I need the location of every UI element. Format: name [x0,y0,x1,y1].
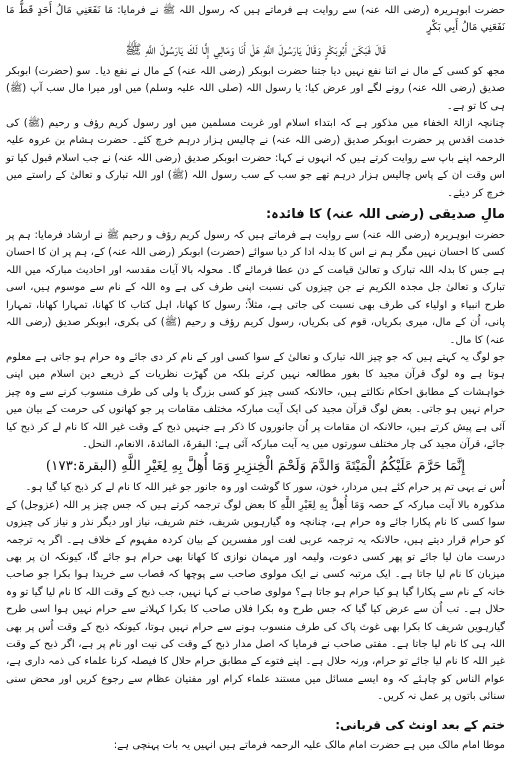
heading-mal-siddiqi: مالِ صدیقی (رضی اللہ عنہ) کا فائدہ: [265,207,505,223]
paragraph-abu-huraira: حضرت ابوہریرہ (رضی اللہ عنہ) سے روایت ہے فرماتے ہیں کہ رسول اللہ ﷺ نے فرمایا: مَا نَفَعَنِي مَالُ أَحَدٍ قَطُّ مَا نَفَعَنِي مَالُ أَبِي بَكْرٍ [6,5,505,34]
paragraph-explanation: چنانچہ ازالۃ الخفاء میں مذکور ہے کہ ابتداء اسلام اور غربت مسلمین میں اور رسول کریم رؤف و رحیم (ﷺ) کی خدمت اقدس پر حضرت ابوبکر صدیق (رضی اللہ عنہ) نے چالیس ہزار درہم خرچ کئے۔ حضرت ہشام بن عروہ علیہ الرحمہ اپنے باپ سے روایت کرتے ہیں کہ انہوں نے کہا: حضرت ابوبکر صدیق (رضی اللہ عنہ) نے جب اسلام قبول کیا تو اس وقت ان کے پاس چالیس ہزار درہم تھے جو سب کے سب رسول اللہ (ﷺ) اور اللہ تبارک و تعالیٰ کے راستے میں خرچ کر دیئے۔ [6,118,505,199]
arabic-quote: قَالَ فَبَكَىٰ أَبُوبَكْرٍ وَقَالَ يَارَسُولَ اللَّهِ هَلْ أَنَا وَمَالِي إِلَّا لَكَ يَارَسُولَ اللَّهِ ﷺ [125,41,386,58]
paragraph-benefit: حضرت ابوہریرہ (رضی اللہ عنہ) سے روایت ہے فرماتے ہیں کہ رسول کریم رؤف و رحیم ﷺ نے ارشاد فرمایا: ہم پر کسی کا احسان نہیں مگر ہم نے اس کا بدلہ ادا کر دیا سوائے (حضرت) ابوبکر (رضی اللہ عنہ) کے، ہم پر ان کا احسان ہے جس کا بدلہ اللہ تبارک و تعالیٰ قیامت کے دن عطا فرمائے گا۔ محولہ بالا آیات مقدسہ اور احادیث مبارکہ میں اللہ تبارک و تعالیٰ جل مجدہ الکریم نے جن چیزوں کی نسبت اپنی طرف کی ہے وہ اللہ کے نام سے موسوم ہیں، اسی طرح انبیاء و اولیاء کی طرف بھی نسبت کی جاتی ہے، مثلاً: رسول کا کھانا، اہل کتاب کا کھانا، تمہارا کھانا، تمہارا پانی، اُن کے مال، میری بکریاں، قوم کی بکریاں، رسول کریم رؤف و رحیم (ﷺ) کی بکری، ابوبکر صدیق (رضی اللہ عنہ) کا مال۔ [6,230,505,346]
arabic-verse: إِنَّمَا حَرَّمَ عَلَيْكُمُ الْمَيْتَةَ وَالدَّمَ وَلَحْمَ الْخِنزِيرِ وَمَا أُهِلَّ بِهِ لِغَيْرِ اللَّهِ (البقرۃ:۱۷۳) [45,458,466,475]
paragraph-translation: مجھ کو کسی کے مال نے اتنا نفع نہیں دیا جتنا حضرت ابوبکر (رضی اللہ عنہ) کے مال نے نفع دیا۔ سو (حضرت) ابوبکر صدیق (رضی اللہ عنہ) رونے لگے اور عرض کیا: یا رسول اللہ (صلی اللہ علیہ وسلم) میں اور میرا مال سب آپ (ﷺ) ہی کا تو ہے۔ [6,65,505,112]
paragraph-verse-translation: اُس نے یہی تم پر حرام کئے ہیں مردار، خون، سور کا گوشت اور وہ جانور جو غیر اللہ کا نام لے کر ذبح کیا گیا ہو۔ [25,482,505,494]
paragraph-muwatta: موطا امام مالک میں ہے حضرت امام مالک علیہ الرحمہ فرماتے ہیں انہیں یہ بات پہنچی ہے: [113,739,505,751]
heading-khatm: ختم کے بعد اونٹ کی قربانی: [335,717,505,732]
paragraph-haram: جو لوگ یہ کہتے ہیں کہ جو چیز اللہ تبارک و تعالیٰ کے سوا کسی اور کے نام کر دی جائے وہ حرام ہو جاتی ہے معلوم ہوتا ہے وہ لوگ قرآن مجید کا بغور مطالعہ نہیں کرتے بلکہ من گھڑت نظریات کے ذریعے دین اسلام میں اپنی خواہشات کے مطابق احکام نکالتے ہیں، حالانکہ کسی چیز کو کسی بزرگ یا ولی کی طرف منسوب کرنے سے وہ چیز حرام نہیں ہو جاتی۔ بعض لوگ قرآن مجید کی ایک آیت مبارکہ مختلف مقامات پر جو کھانوں کی حرمت کے بیان میں آئی ہے پیش کرتے ہیں، حالانکہ ان مقامات پر اُن جانوروں کا ذکر ہے جنہیں ذبح کے وقت غیر اللہ کا نام لے کر ذبح کیا جائے، قرآن مجید کی چار مختلف سورتوں میں یہ آیت مبارکہ آئی ہے: البقرۃ، المائدۃ، الانعام، النحل۔ [6,351,505,450]
paragraph-analysis: مذکورہ بالا آیت مبارکہ کے حصہ وَمَا أُهِلَّ بِهِ لِغَيْرِ اللَّهِ کا بعض لوگ ترجمہ کرتے ہیں کہ جس چیز پر اللہ (عزوجل) کے سوا کسی کا نام پکارا جائے وہ حرام ہے، چنانچہ وہ گیارہویں شریف، ختم شریف، نیاز اور دیگر نذر و نیاز کی چیزوں کو حرام قرار دیتے ہیں، حالانکہ یہ ترجمہ عربی لغت اور مفسرین کے بیان کردہ مفہوم کے خلاف ہے۔ اگر یہ ترجمہ درست مان لیا جائے تو پھر کسی دعوت، ولیمہ اور مہمان نوازی کا کھانا بھی حرام ہو جائے گا، کیونکہ ان پر بھی میزبان کا نام لیا جاتا ہے۔ ایک مرتبہ کسی نے ایک مولوی صاحب سے پوچھا کہ قصاب سے خریدا ہوا بکرا جو صاحب خانہ کے نام سے پکارا گیا ہو کیا حرام ہو جاتا ہے؟ مولوی صاحب نے کہا نہیں، جب ذبح کے وقت اللہ کا نام لیا گیا تو وہ حلال ہے۔ تب اُن سے عرض کیا گیا کہ جس طرح وہ بکرا فلاں صاحب کا بکرا کہلانے سے حرام نہیں ہوا اسی طرح گیارہویں شریف کا بکرا بھی غوث پاک کی طرف منسوب ہونے سے حرام نہیں ہوتا، کیونکہ ذبح کے وقت اُس پر بھی اللہ ہی کا نام لیا جاتا ہے۔ مفتی صاحب نے فرمایا کہ اصل مدار ذبح کے وقت کی نیت اور نام پر ہے، اگر ذبح کے وقت غیر اللہ کا نام لیا جائے تو حرام، ورنہ حلال ہے۔ اپنے فتوے کے مطابق حرام حلال کا فیصلہ کرنا علماء کی ذمہ داری ہے، عوام الناس کو چاہئے کہ وہ ایسے مسائل میں مستند علماء کرام اور مفتیان عظام سے رجوع کریں اور محض سنی سنائی باتوں پر عمل نہ کریں۔ [6,499,505,703]
section-gap [6,706,505,712]
